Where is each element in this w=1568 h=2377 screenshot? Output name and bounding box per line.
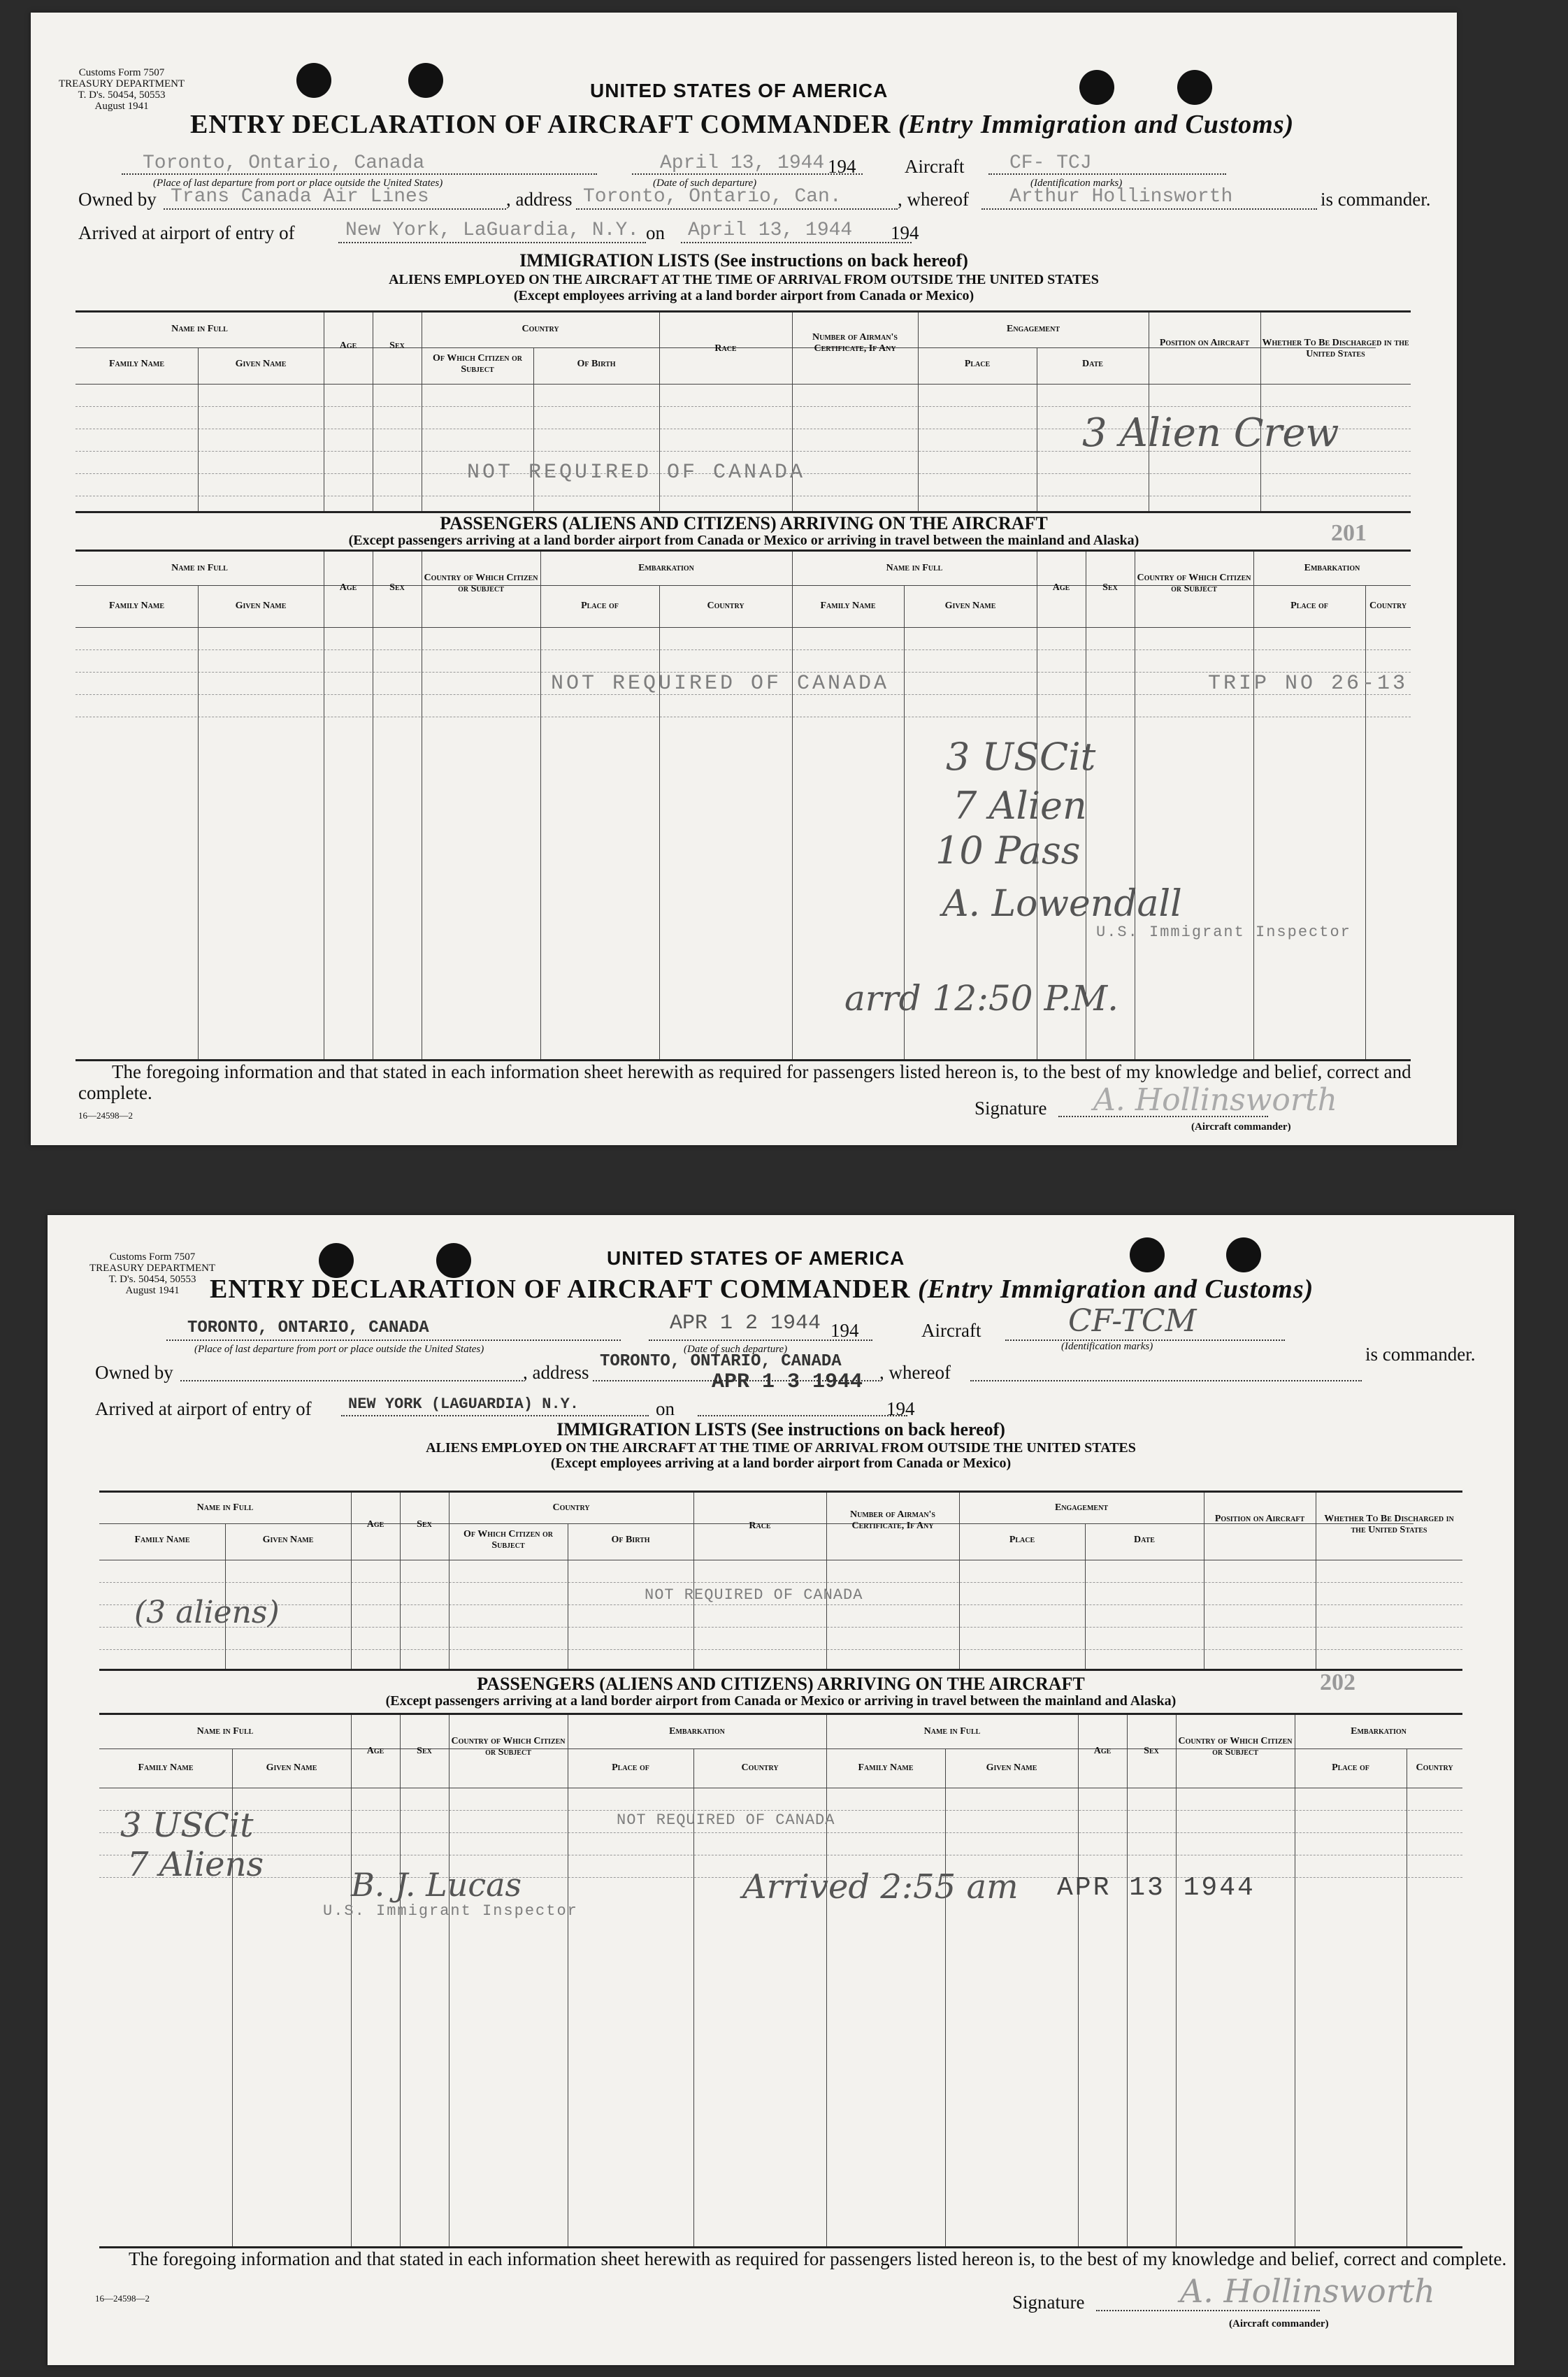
arrived-label: Arrived at airport of entry of <box>78 222 295 243</box>
crew-table <box>99 1491 1462 1671</box>
th-country-citizen-2: Country of Which Citizen or Subject <box>1178 1736 1293 1758</box>
th-given-name-2: Given Name <box>986 1762 1037 1773</box>
passengers-heading: PASSENGERS (ALIENS AND CITIZENS) ARRIVING ON THE AIRCRAFT <box>440 513 1048 533</box>
th-position: Position on Aircraft <box>1159 338 1250 348</box>
not-required-stamp: NOT REQUIRED OF CANADA <box>467 461 806 484</box>
form-title <box>210 1274 1314 1305</box>
th-family-name-2: Family Name <box>858 1762 914 1773</box>
th-sex-2: Sex <box>1102 582 1118 593</box>
arrived-line <box>338 242 646 243</box>
address-label: , address <box>523 1362 589 1383</box>
th-age: Age <box>339 340 357 351</box>
inspector-signature: B. J. Lucas <box>351 1866 522 1904</box>
th-airman-cert: Number of Airman's Certificate, If Any <box>849 1509 935 1531</box>
arrived-value[interactable]: NEW YORK (LAGUARDIA) N.Y. <box>348 1395 580 1413</box>
on-label: on <box>646 222 665 243</box>
th-discharged: Whether To Be Discharged in the United States <box>1324 1514 1454 1535</box>
year-suffix-2: 194 <box>886 1398 915 1419</box>
th-name-in-full: Name in Full <box>196 1726 254 1737</box>
us-citizens-count-note: 3 USCit <box>946 735 1096 779</box>
certification-text: The foregoing information and that stated in each information sheet herewith as required for passengers listed hereon is, to the best of my knowledge and belief, correct and complete. <box>129 2248 1507 2269</box>
th-place-of-2: Place of <box>1290 601 1328 611</box>
th-given-name: Given Name <box>262 1535 314 1545</box>
country-heading: UNITED STATES OF AMERICA <box>590 80 889 101</box>
departure-date-value[interactable]: April 13, 1944 <box>660 152 825 174</box>
th-name-in-full: Name in Full <box>196 1502 254 1513</box>
declaration-form-2 <box>48 1215 1514 2365</box>
th-place-of-2: Place of <box>1332 1762 1369 1773</box>
th-age: Age <box>339 582 357 593</box>
address-line <box>576 208 898 210</box>
not-required-stamp: NOT REQUIRED OF CANADA <box>551 672 890 696</box>
th-race: Race <box>714 343 737 354</box>
th-position: Position on Aircraft <box>1214 1514 1305 1524</box>
signature-caption: (Aircraft commander) <box>1229 2318 1329 2329</box>
treasury-decisions: T. D's. 50454, 50553 <box>78 89 166 101</box>
th-country: Country <box>707 601 745 611</box>
arrival-date-stamp: APR 13 1944 <box>1057 1873 1256 1903</box>
owner-line <box>180 1380 523 1381</box>
ident-caption: (Identification marks) <box>1061 1341 1153 1352</box>
th-airman-cert: Number of Airman's Certificate, If Any <box>812 332 898 354</box>
th-family-name: Family Name <box>108 601 165 611</box>
th-discharged: Whether To Be Discharged in the United States <box>1262 338 1409 359</box>
th-given-name-2: Given Name <box>944 601 996 611</box>
punch-hole-icon <box>296 63 331 98</box>
th-place: Place <box>964 359 991 369</box>
footer-code: 16—24598—2 <box>78 1110 133 1121</box>
th-country-citizen-2: Country of Which Citizen or Subject <box>1137 573 1251 594</box>
punch-hole-icon <box>1226 1237 1261 1272</box>
departure-place-value[interactable]: TORONTO, ONTARIO, CANADA <box>187 1319 429 1337</box>
address-value[interactable]: Toronto, Ontario, Can. <box>583 186 842 208</box>
th-race: Race <box>749 1521 771 1531</box>
trip-number-stamp: TRIP NO 26-13 <box>1208 672 1409 696</box>
th-embarkation: Embarkation <box>669 1726 725 1737</box>
immigration-lists-heading: IMMIGRATION LISTS (See instructions on back hereof) <box>519 250 968 271</box>
punch-hole-icon <box>1079 70 1114 105</box>
departure-date-value[interactable]: APR 1 2 1944 <box>670 1312 821 1335</box>
aircraft-label: Aircraft <box>921 1320 981 1341</box>
commander-signature: A. Hollinsworth <box>1093 1082 1337 1118</box>
th-embarkation: Embarkation <box>638 563 694 573</box>
th-country-citizen: Country of Which Citizen or Subject <box>451 1736 566 1758</box>
aliens-employed-subheading: (Except employees arriving at a land border airport from Canada or Mexico) <box>513 288 974 303</box>
department: TREASURY DEPARTMENT <box>89 1263 216 1274</box>
aircraft-line <box>988 173 1226 175</box>
th-date: Date <box>1134 1535 1155 1545</box>
inspector-title: U.S. Immigrant Inspector <box>1096 924 1351 941</box>
certification-text: The foregoing information and that stated in each information sheet herewith as required for passengers listed hereon is, to the best of my knowledge and belief, correct and complete. <box>78 1061 1411 1103</box>
not-required-stamp: NOT REQUIRED OF CANADA <box>645 1586 863 1604</box>
aircraft-value[interactable]: CF-TCM <box>1068 1303 1197 1339</box>
alien-crew-note: 3 Alien Crew <box>1082 410 1339 456</box>
th-sex: Sex <box>389 582 405 593</box>
th-country-citizen: Country of Which Citizen or Subject <box>424 573 538 594</box>
not-required-stamp: NOT REQUIRED OF CANADA <box>617 1811 835 1829</box>
crew-row-line <box>75 406 1411 407</box>
passengers-table <box>75 550 1411 1061</box>
th-name-in-full: Name in Full <box>171 324 228 334</box>
address-value[interactable]: TORONTO, ONTARIO, CANADA <box>600 1352 842 1371</box>
form-number: Customs Form 7507 <box>109 1251 196 1263</box>
country-heading: UNITED STATES OF AMERICA <box>607 1247 905 1269</box>
passengers-table <box>99 1713 1462 2248</box>
commander-value[interactable]: Arthur Hollinsworth <box>1009 186 1233 208</box>
commander-signature: A. Hollinsworth <box>1180 2272 1435 2310</box>
on-label: on <box>656 1398 675 1419</box>
aircraft-value[interactable]: CF- TCJ <box>1009 152 1092 174</box>
commander-line <box>970 1380 1362 1381</box>
aliens-employed-heading: ALIENS EMPLOYED ON THE AIRCRAFT AT THE TIME OF ARRIVAL FROM OUTSIDE THE UNITED STATES <box>389 272 1099 287</box>
page-number: 202 <box>1320 1669 1355 1695</box>
title-paren: (Entry Immigration and Customs) <box>917 1274 1314 1304</box>
owned-by-label: Owned by <box>95 1362 173 1383</box>
form-date: August 1941 <box>94 101 149 112</box>
th-family-name: Family Name <box>134 1535 190 1545</box>
crew-table-header-bottom <box>75 384 1411 385</box>
passengers-subheading: (Except passengers arriving at a land border airport from Canada or Mexico or arriving in travel between the mainland and Alaska) <box>348 533 1139 548</box>
year-suffix: 194 <box>828 156 856 177</box>
whereof-label: , whereof <box>898 189 969 210</box>
year-suffix-2: 194 <box>891 222 919 243</box>
punch-hole-icon <box>1130 1237 1165 1272</box>
owner-line <box>164 208 506 210</box>
place-caption: (Place of last departure from port or place outside the United States) <box>153 178 443 189</box>
declaration-form-1 <box>31 13 1457 1145</box>
form-id-block <box>89 1251 215 1296</box>
th-embarkation-2: Embarkation <box>1351 1726 1407 1737</box>
punch-hole-icon <box>408 63 443 98</box>
is-commander-label: is commander. <box>1365 1344 1476 1365</box>
form-title <box>190 109 1294 140</box>
aliens-count-note: 7 Aliens <box>127 1845 264 1884</box>
th-place-of: Place of <box>581 601 619 611</box>
form-number: Customs Form 7507 <box>78 67 165 78</box>
th-place-of: Place of <box>612 1762 649 1773</box>
th-engagement: Engagement <box>1054 1502 1108 1513</box>
treasury-decisions: T. D's. 50454, 50553 <box>108 1274 196 1285</box>
punch-hole-icon <box>319 1243 354 1278</box>
arrived-date-value[interactable]: April 13, 1944 <box>688 220 853 241</box>
departure-place-value[interactable]: Toronto, Ontario, Canada <box>143 152 425 174</box>
inspector-signature: A. Lowendall <box>942 883 1182 925</box>
th-of-which-citizen: Of Which Citizen or Subject <box>463 1529 554 1551</box>
footer-code: 16—24598—2 <box>95 2293 150 2304</box>
aliens-count-note: (3 aliens) <box>134 1595 280 1630</box>
th-country: Country <box>741 1762 779 1773</box>
th-of-birth: Of Birth <box>611 1535 650 1545</box>
arrived-value[interactable]: New York, LaGuardia, N.Y. <box>345 220 640 241</box>
punch-hole-icon <box>436 1243 471 1278</box>
th-country-2: Country <box>1369 601 1407 611</box>
arrival-time-note: Arrived 2:55 am <box>742 1867 1019 1906</box>
aliens-count-note: 7 Alien <box>953 784 1087 828</box>
th-engagement: Engagement <box>1006 324 1060 334</box>
is-commander-label: is commander. <box>1321 189 1431 210</box>
th-of-which-citizen: Of Which Citizen or Subject <box>432 353 523 375</box>
punch-hole-icon <box>1177 70 1212 105</box>
arrival-time-note: arrd 12:50 P.M. <box>844 978 1119 1019</box>
th-family-name-2: Family Name <box>820 601 876 611</box>
th-sex: Sex <box>417 1519 432 1530</box>
page-number: 201 <box>1331 520 1367 546</box>
crew-table <box>75 310 1411 513</box>
signature-label: Signature <box>1012 2292 1085 2313</box>
th-sex: Sex <box>417 1746 432 1756</box>
title-main: ENTRY DECLARATION OF AIRCRAFT COMMANDER <box>210 1274 911 1304</box>
th-age: Age <box>366 1519 384 1530</box>
th-of-birth: Of Birth <box>577 359 616 369</box>
form-date: August 1941 <box>125 1285 180 1296</box>
commander-line <box>981 208 1317 210</box>
th-country-2: Country <box>1416 1762 1453 1773</box>
th-age-2: Age <box>1052 582 1070 593</box>
th-age: Age <box>366 1746 384 1756</box>
th-date: Date <box>1082 359 1103 369</box>
signature-label: Signature <box>974 1098 1047 1119</box>
department: TREASURY DEPARTMENT <box>59 78 185 89</box>
th-family-name: Family Name <box>138 1762 194 1773</box>
signature-caption: (Aircraft commander) <box>1191 1121 1291 1133</box>
th-sex: Sex <box>389 340 405 351</box>
address-label: , address <box>506 189 573 210</box>
th-age-2: Age <box>1093 1746 1112 1756</box>
th-given-name: Given Name <box>266 1762 317 1773</box>
ident-caption: (Identification marks) <box>1030 178 1123 189</box>
owner-value[interactable]: Trans Canada Air Lines <box>171 186 429 208</box>
title-main: ENTRY DECLARATION OF AIRCRAFT COMMANDER <box>190 110 891 139</box>
whereof-label: , whereof <box>879 1362 951 1383</box>
arrived-date-line <box>681 242 912 243</box>
aliens-employed-subheading: (Except employees arriving at a land border airport from Canada or Mexico) <box>550 1456 1012 1471</box>
th-given-name: Given Name <box>235 601 287 611</box>
departure-place-line <box>122 173 597 175</box>
th-family-name: Family Name <box>108 359 165 369</box>
owned-by-label: Owned by <box>78 189 157 210</box>
date-caption: (Date of such departure) <box>684 1344 788 1355</box>
passengers-heading: PASSENGERS (ALIENS AND CITIZENS) ARRIVING ON THE AIRCRAFT <box>477 1674 1085 1694</box>
passengers-count-note: 10 Pass <box>935 828 1081 872</box>
th-given-name: Given Name <box>235 359 287 369</box>
form-id-block <box>59 67 185 112</box>
th-country: Country <box>522 324 559 334</box>
date-caption: (Date of such departure) <box>653 178 757 189</box>
th-embarkation-2: Embarkation <box>1304 563 1360 573</box>
th-name-in-full-2: Name in Full <box>923 1726 981 1737</box>
arrived-label: Arrived at airport of entry of <box>95 1398 312 1419</box>
arrived-date-value[interactable]: APR 1 3 1944 <box>712 1370 863 1394</box>
aircraft-label: Aircraft <box>905 156 965 177</box>
place-caption: (Place of last departure from port or place outside the United States) <box>194 1344 484 1355</box>
passengers-subheading: (Except passengers arriving at a land border airport from Canada or Mexico or arriving in travel between the mainland and Alaska) <box>385 1693 1177 1709</box>
inspector-title: U.S. Immigrant Inspector <box>323 1902 578 1920</box>
th-name-in-full: Name in Full <box>171 563 228 573</box>
year-suffix: 194 <box>830 1320 859 1341</box>
title-paren: (Entry Immigration and Customs) <box>898 110 1295 139</box>
th-name-in-full-2: Name in Full <box>886 563 943 573</box>
th-sex-2: Sex <box>1144 1746 1159 1756</box>
th-country: Country <box>552 1502 590 1513</box>
immigration-lists-heading: IMMIGRATION LISTS (See instructions on back hereof) <box>556 1419 1005 1439</box>
th-place: Place <box>1009 1535 1035 1545</box>
us-citizens-count-note: 3 USCit <box>120 1806 254 1845</box>
aliens-employed-heading: ALIENS EMPLOYED ON THE AIRCRAFT AT THE TIME OF ARRIVAL FROM OUTSIDE THE UNITED STATES <box>426 1440 1136 1456</box>
